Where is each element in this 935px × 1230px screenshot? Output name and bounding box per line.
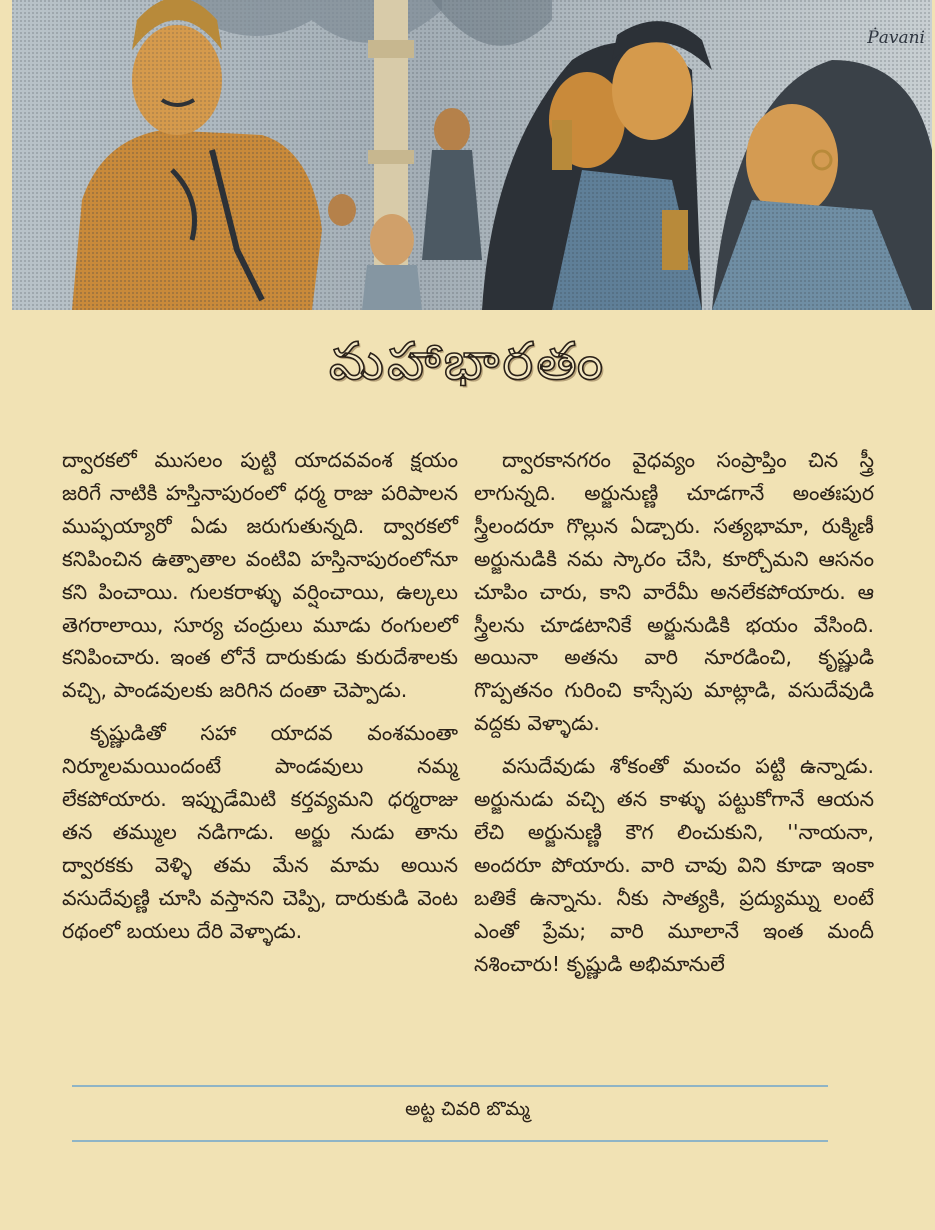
paragraph: ద్వారకలో ముసలం పుట్టి యాదవవంశ క్షయం జరిగే నాటికి హస్తినాపురంలో ధర్మ రాజు పరిపాలన ముప్ఫయ్యారో ఏడు జరుగుతున్నది. ద్వారకలో కనిపించిన ఉత్పాతాల వంటివి హస్తినాపురంలోనూ కని పించాయి. గులకరాళ్ళు వర్షించాయి, ఉల్కలు తెగరాలాయి, సూర్య చంద్రులు మూడు రంగులలో కనిపించారు. ఇంత లోనే దారుకుడు కురుదేశాలకు వచ్చి, పాండవులకు జరిగిన దంతా చెప్పాడు. [62,448,458,703]
right-column [474,444,874,991]
left-column [62,444,458,958]
divider [72,1140,828,1142]
paragraph: కృష్ణుడితో సహా యాదవ వంశమంతా నిర్మూలమయిందంటే పాండవులు నమ్మ లేకపోయారు. ఇప్పుడేమిటి కర్తవ్యమని ధర్మరాజు తన తమ్ముల నడిగాడు. అర్జు నుడు తాను ద్వారకకు వెళ్ళి తమ మేన మామ అయిన వసుదేవుణ్ణి చూసి వస్తానని చెప్పి, దారుకుడి వెంట రథంలో బయలు దేరి వెళ్ళాడు. [62,721,458,943]
illustration-artwork [12,0,932,310]
paragraph: వసుదేవుడు శోకంతో మంచం పట్టి ఉన్నాడు. అర్జునుడు వచ్చి తన కాళ్ళు పట్టుకోగానే ఆయన లేచి అర్జునుణ్ణి కౌగ లించుకుని, ''నాయనా, అందరూ పోయారు. వారి చావు విని కూడా ఇంకా బతికే ఉన్నాను. నీకు సాత్యకి, ప్రద్యుమ్ను లంటే ఎంతో ప్రేమ; వారి మూలానే ఇంత మందీ నశించారు! కృష్ణుడి అభిమానులే [474,754,874,976]
divider [72,1085,828,1087]
artist-signature: Ṗavani [867,28,925,48]
footer-caption: అట్ట చివరి బొమ్మ [405,1098,530,1120]
page-title: మహాభారతం [328,332,607,392]
paragraph: ద్వారకానగరం వైధవ్యం సంప్రాప్తిం చిన స్త్రీ లాగున్నది. అర్జునుణ్ణి చూడగానే అంతఃపుర స్త్రీలందరూ గొల్లున ఏడ్చారు. సత్యభామా, రుక్మిణీ అర్జునుడికి నమ స్కారం చేసి, కూర్చోమని ఆసనం చూపిం చారు, కాని వారేమీ అనలేకపోయారు. ఆ స్త్రీలను చూడటానికే అర్జునుడికి భయం వేసింది. అయినా అతను వారి నూరడించి, కృష్ణుడి గొప్పతనం గురించి కాస్సేపు మాట్లాడి, వసుదేవుడి వద్దకు వెళ్ళాడు. [474,448,874,736]
header-illustration [12,0,932,310]
